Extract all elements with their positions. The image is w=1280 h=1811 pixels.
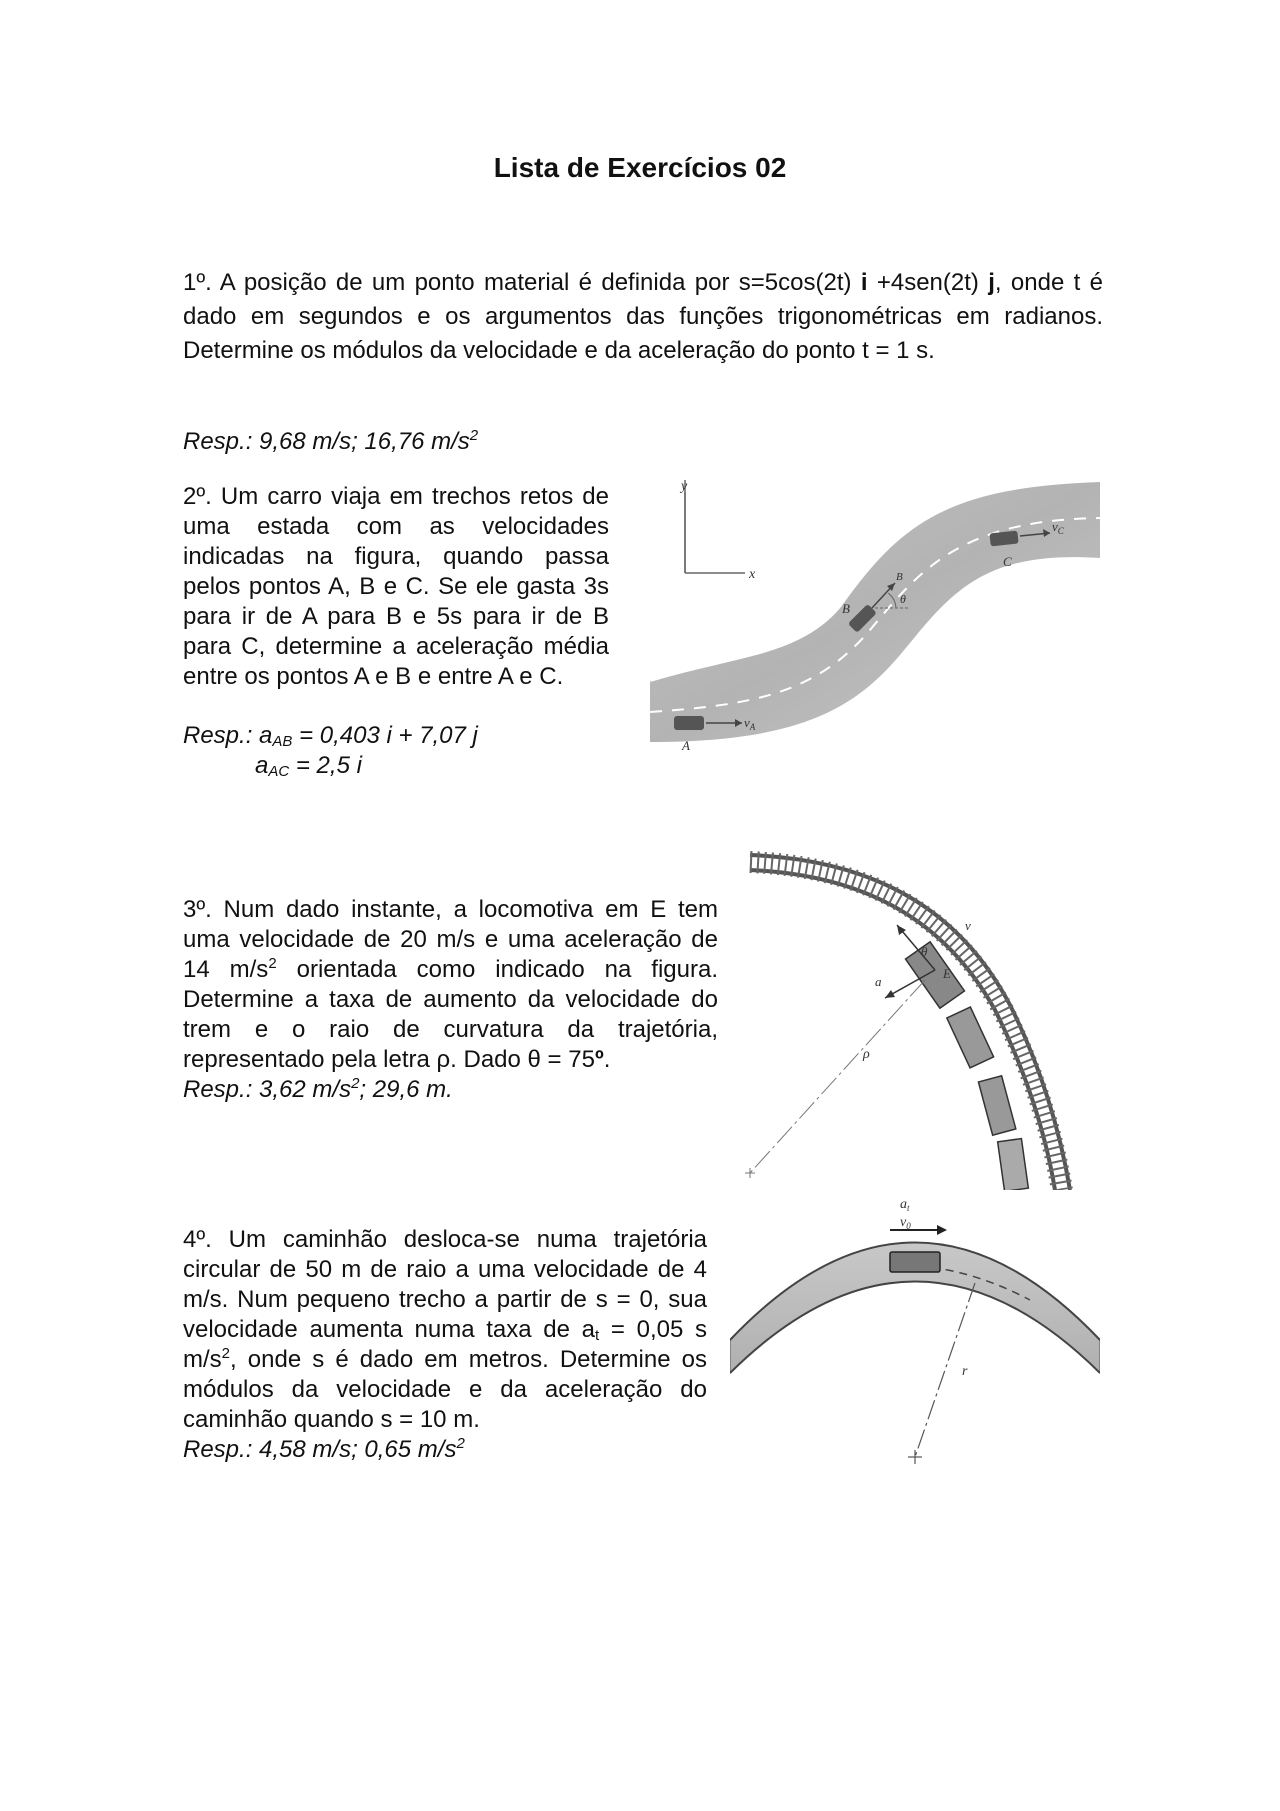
answer-3: Resp.: 3,62 $m/s^2$; 29,6 m. — [183, 1075, 453, 1103]
label-rho: ρ — [863, 1047, 870, 1062]
label-b: B — [842, 601, 850, 616]
radius-line — [750, 980, 925, 1173]
label-v0: $v_0$ — [900, 1215, 911, 1231]
question-1-number: 1º. — [183, 269, 212, 296]
axis-y-label: y — [681, 480, 688, 494]
question-2-number: 2º. — [183, 483, 212, 510]
label-r: r — [962, 1364, 968, 1379]
label-theta: θ — [921, 944, 928, 959]
question-4: 4º. Um caminhão desloca-se numa trajetória circular de 50 m de raio a uma velocidade de 4 m/s. Num pequeno trecho a partir de s = 0, sua velocidade aumenta numa taxa de $a_t = 0,05$ s $m/s^2$, onde s é dado em metros. Determine os módulos da velocidade e da aceleração do caminhão quando s = 10 m. — [183, 1226, 707, 1433]
unit-vector-j: j — [988, 269, 995, 296]
label-theta: θ — [900, 592, 906, 606]
train-figure — [745, 840, 1090, 1190]
label-e: E — [943, 966, 951, 981]
road-surface — [650, 480, 1100, 742]
label-a: A — [682, 738, 690, 753]
question-3: 3º. Num dado instante, a locomotiva em E tem uma velocidade de 20 m/s e uma aceleração de 14 $m/s^2$ orientada como indicado na figura. Determine a taxa de aumento da velocidade do trem e o raio de curvatura da trajetória, representado pela letra ρ. Dado θ = 75º. — [183, 896, 718, 1073]
unit-vector-i: i — [860, 269, 868, 296]
truck-icon — [890, 1252, 940, 1272]
answer-2-line-1: Resp.: $a_{AB} = 0,403$ i + 7,07 j — [183, 722, 478, 750]
label-a: a — [875, 974, 882, 989]
label-at: $a_t$ — [900, 1197, 910, 1213]
label-vc: $v_C$ — [1052, 519, 1064, 536]
axis-x-label: x — [749, 567, 756, 582]
question-4-number: 4º. — [183, 1226, 212, 1253]
locomotive-icon — [906, 942, 1029, 1190]
label-c: C — [1003, 554, 1012, 569]
answer-2-line-2: $a_{AC} = 2,5$ i — [255, 752, 362, 780]
car-a-icon — [674, 716, 704, 730]
label-va: $v_A$ — [744, 715, 756, 732]
question-2: 2º. Um carro viaja em trechos retos de uma estada com as velocidades indicadas na figura, quando passa pelos pontos A, B e C. Se ele gasta 3s para ir de A para B e 5s para ir de B para C, determine a aceleração média entre os pontos A e B e entre A e C. — [183, 483, 609, 690]
truck-figure — [730, 1195, 1100, 1470]
label-vb: B — [896, 571, 903, 583]
question-1: 1º. A posição de um ponto material é definida por s=5cos(2t) i +4sen(2t) j, onde t é dado em segundos e os argumentos das funções trigonométricas em radianos. Determine os módulos da velocidade e da aceleração do ponto t = 1 s. — [183, 269, 1103, 364]
answer-1: Resp.: 9,68 m/s; 16,76 $m/s^2$ — [183, 427, 479, 455]
page-title: Lista de Exercícios 02 — [493, 152, 787, 183]
answer-4: Resp.: 4,58 m/s; 0,65 $m/s^2$ — [183, 1435, 465, 1463]
label-v: v — [965, 918, 971, 933]
axes-icon — [679, 480, 756, 582]
question-3-number: 3º. — [183, 896, 212, 923]
road-figure — [650, 480, 1100, 760]
